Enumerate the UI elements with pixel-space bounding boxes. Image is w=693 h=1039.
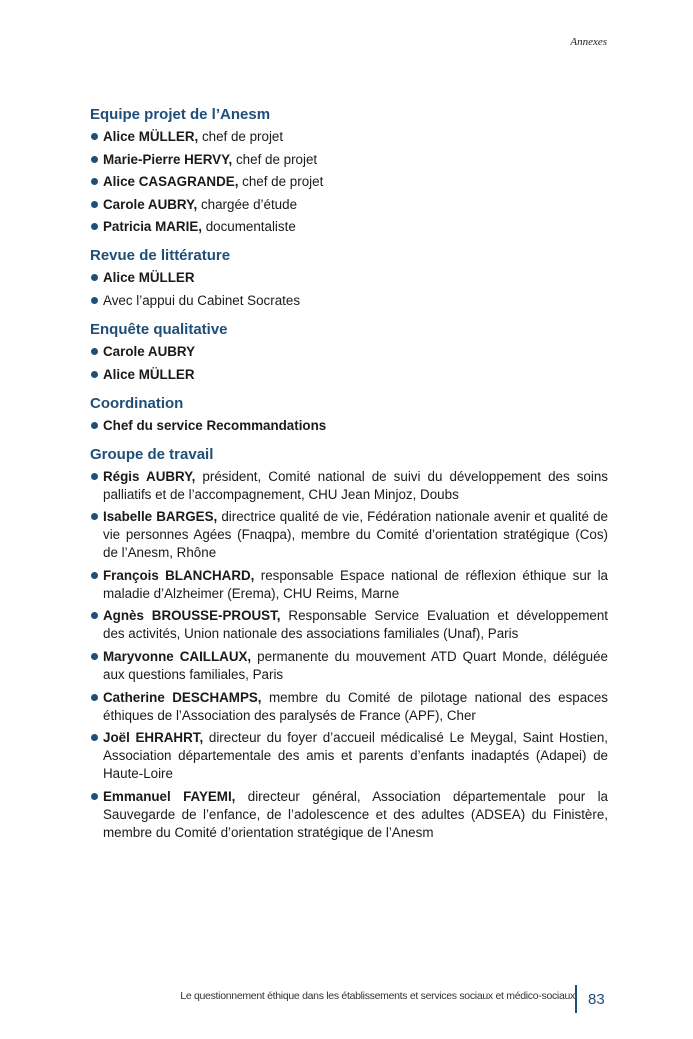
member-name: Chef du service Recommandations [103, 417, 327, 433]
member-list [90, 128, 608, 236]
bullet-icon [91, 274, 98, 281]
list-item [90, 366, 608, 384]
member-list [90, 468, 608, 842]
bullet-icon [91, 133, 98, 140]
member-role: membre du Comité de pilotage national des espaces éthiques de l’Association des paralysés de France (APF), Cher [103, 689, 608, 723]
bullet-icon [91, 348, 98, 355]
list-item [90, 648, 608, 684]
list-item [90, 607, 608, 643]
member-name: Joël EHRAHRT, [103, 730, 204, 746]
bullet-icon [91, 201, 98, 208]
member-role: directeur général, Association départementale pour la Sauvegarde de l’enfance, de l’adolescence et des adultes (ADSEA) du Finistère, membre du Comité d’orientation stratégique de l’Anesm [103, 788, 608, 840]
page-number: 83 [588, 991, 605, 1008]
member-name: Alice CASAGRANDE, [103, 174, 239, 190]
list-item [90, 567, 608, 603]
bullet-icon [91, 653, 98, 660]
member-role: chef de projet [232, 151, 318, 167]
bullet-icon [91, 612, 98, 619]
footer-title: Le questionnement éthique dans les établissements et services sociaux et médico-sociaux [180, 990, 575, 1002]
member-name: Régis AUBRY, [103, 468, 196, 484]
list-item [90, 196, 608, 214]
member-role: responsable Espace national de réflexion éthique sur la maladie d’Alzheimer (Erema), CHU Reims, Marne [103, 567, 608, 601]
member-list [90, 417, 608, 435]
section-equipe-projet [90, 104, 608, 236]
bullet-icon [91, 297, 98, 304]
member-name: Maryvonne CAILLAUX, [103, 648, 252, 664]
list-item [90, 269, 608, 287]
member-name: Emmanuel FAYEMI, [103, 788, 236, 804]
list-item [90, 729, 608, 783]
section-coordination [90, 393, 608, 435]
bullet-icon [91, 572, 98, 579]
member-name: Patricia MARIE, [103, 219, 202, 235]
bullet-icon [91, 223, 98, 230]
member-role: Responsable Service Evaluation et développement des activités, Union nationale des associations familiales (Unaf), Paris [103, 608, 608, 642]
list-item [90, 292, 608, 310]
list-item [90, 128, 608, 146]
section-enquete-qualitative [90, 319, 608, 384]
footer-divider [575, 985, 577, 1013]
member-role: permanente du mouvement ATD Quart Monde, déléguée aux questions familiales, Paris [103, 648, 608, 682]
member-name: Alice MÜLLER [103, 366, 195, 382]
bullet-icon [91, 793, 98, 800]
section-groupe-travail [90, 444, 608, 842]
member-name: Carole AUBRY, [103, 196, 198, 212]
member-name: Alice MÜLLER, [103, 129, 199, 144]
section-title: Enquête qualitative [90, 320, 228, 338]
member-list [90, 343, 608, 384]
list-item [90, 343, 608, 361]
list-item [90, 151, 608, 169]
page-content [90, 104, 608, 851]
member-name: Alice MÜLLER [103, 270, 195, 286]
member-name: Carole AUBRY [103, 343, 196, 359]
member-role: chef de projet [198, 129, 284, 144]
section-title: Groupe de travail [90, 445, 214, 463]
list-item [90, 689, 608, 725]
member-name: François BLANCHARD, [103, 567, 255, 583]
bullet-icon [91, 422, 98, 429]
list-item [90, 508, 608, 562]
list-item [90, 788, 608, 842]
bullet-icon [91, 513, 98, 520]
member-role: chef de projet [238, 174, 324, 190]
member-list [90, 269, 608, 310]
list-item [90, 173, 608, 191]
member-role: documentaliste [201, 219, 296, 235]
member-name: Agnès BROUSSE-PROUST, [103, 608, 281, 624]
member-name: Catherine DESCHAMPS, [103, 689, 262, 705]
running-header: Annexes [570, 36, 607, 48]
section-title: Equipe projet de l’Anesm [90, 106, 271, 123]
list-item [90, 218, 608, 236]
member-role: président, Comité national de suivi du développement des soins palliatifs et de l’accompagnement, CHU Jean Minjoz, Doubs [103, 468, 608, 502]
section-revue-litterature [90, 245, 608, 310]
list-item [90, 468, 608, 504]
member-role: directrice qualité de vie, Fédération nationale avenir et qualité de vie personnes Agées (Fnaqpa), membre du Comité d’orientation stratégique (Cos) de l’Anesm, Rhône [103, 509, 608, 561]
bullet-icon [91, 473, 98, 480]
bullet-icon [91, 694, 98, 701]
bullet-icon [91, 734, 98, 741]
bullet-icon [91, 371, 98, 378]
list-item [90, 417, 608, 435]
bullet-icon [91, 178, 98, 185]
section-title: Coordination [90, 394, 184, 412]
member-role: Avec l’appui du Cabinet Socrates [103, 292, 301, 308]
member-name: Isabelle BARGES, [103, 509, 218, 525]
section-title: Revue de littérature [90, 247, 231, 265]
bullet-icon [91, 156, 98, 163]
member-role: directeur du foyer d’accueil médicalisé Le Meygal, Saint Hostien, Association départementale des amis et parents d’enfants inadaptés (Adapei) de Haute-Loire [103, 730, 608, 782]
member-name: Marie-Pierre HERVY, [103, 151, 233, 167]
member-role: chargée d’étude [197, 196, 298, 212]
